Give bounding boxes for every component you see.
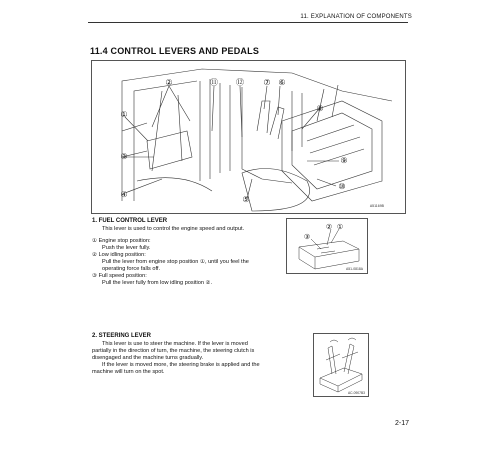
steering-figure-code: AC-0907B3 [347,391,365,395]
callout-11: ⑪ [210,78,218,87]
fuel-callout-1: ① [336,224,344,231]
fuel-callout-3: ③ [303,234,311,241]
fuel-step-2-detail-cont: operating force falls off. [102,266,161,272]
steering-line-1: This lever is use to steer the machine. If the lever is moved [102,341,248,347]
steering-line-5: machine will turn on the spot. [92,369,165,375]
header-rule [88,22,408,23]
fuel-lever-title: 1. FUEL CONTROL LEVER [92,218,168,224]
fuel-callout-2: ② [325,224,333,231]
steering-line-3: disengaged and the machine turns gradually. [92,355,204,361]
callout-3: ③ [120,152,128,161]
fuel-figure-code: A51-0818A [346,267,363,271]
callout-1: ① [120,110,128,119]
callout-5: ⑤ [242,195,250,204]
callout-12: ⑫ [236,78,244,87]
callout-6: ⑥ [278,78,286,87]
fuel-lever-drawing [287,219,367,273]
callout-7: ⑦ [263,78,271,87]
fuel-step-3-detail: Pull the lever fully from low idling position ②. [102,280,213,286]
fuel-step-2: ② Low idling position: [92,252,146,258]
steering-line-4: If the lever is moved more, the steering brake is applied and the [102,362,260,368]
steering-lever-figure [313,333,369,397]
section-title: 11.4 CONTROL LEVERS AND PEDALS [90,46,260,56]
main-illustration [91,60,406,214]
steering-lever-title: 2. STEERING LEVER [92,333,152,339]
callout-2: ② [165,78,173,87]
fuel-step-3: ③ Full speed position: [92,273,147,279]
steering-line-2: partially in the direction of turn, the machine, the steering clutch is [92,348,255,354]
fuel-step-1-detail: Push the lever fully. [102,245,151,251]
fuel-step-1: ① Engine stop position: [92,238,151,244]
steering-lever-drawing [314,334,368,396]
fuel-lever-figure [286,218,368,274]
chapter-header: 11. EXPLANATION OF COMPONENTS [300,14,412,20]
fuel-lever-intro: This lever is used to control the engine speed and output. [102,226,245,232]
callout-10: ⑩ [338,182,346,191]
callout-9: ⑨ [340,156,348,165]
operator-cab-drawing [92,61,405,213]
fuel-step-2-detail: Pull the lever from engine stop position ①, until you feel the [102,259,249,265]
page-number: 2-17 [394,420,409,427]
callout-8: ⑧ [316,104,324,113]
figure-code: A51169B [369,204,384,208]
callout-4: ④ [120,190,128,199]
